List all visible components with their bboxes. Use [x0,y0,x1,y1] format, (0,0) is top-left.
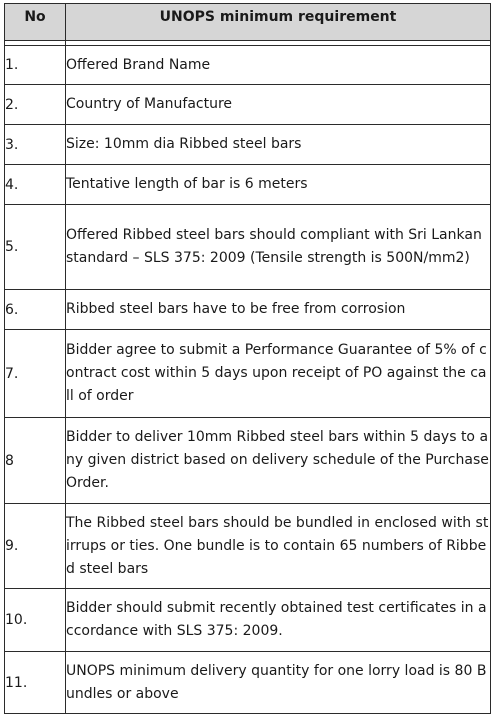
table-row [5,46,491,85]
row-number: 2. [5,85,66,125]
table-row [5,330,491,418]
row-number: 9. [5,504,66,589]
header-requirement-label: UNOPS minimum requirement [159,9,397,25]
row-number: 8 [5,418,66,504]
table-row [5,504,491,589]
requirements-table [4,3,491,714]
table-row [5,418,491,504]
table-row [5,85,491,125]
row-requirement: Bidder agree to submit a Performance Guarantee of 5% of contract cost within 5 days upon receipt of PO against the call of order [66,330,491,418]
row-number: 5. [5,205,66,290]
table-row [5,652,491,714]
row-number: 7. [5,330,66,418]
header-no-label: No [24,9,46,25]
row-requirement: Country of Manufacture [66,85,491,125]
row-number: 1. [5,46,66,85]
table-row [5,290,491,330]
row-number: 10. [5,589,66,652]
header-row [5,4,491,41]
table-row [5,589,491,652]
row-requirement: Offered Ribbed steel bars should compliant with Sri Lankan standard – SLS 375: 2009 (Tensile strength is 500N/mm2) [66,205,491,290]
row-number: 4. [5,165,66,205]
row-number: 3. [5,125,66,165]
row-number: 11. [5,652,66,714]
row-requirement: Ribbed steel bars have to be free from corrosion [66,290,491,330]
row-number: 6. [5,290,66,330]
row-requirement: Bidder should submit recently obtained test certificates in accordance with SLS 375: 2009. [66,589,491,652]
table-row [5,125,491,165]
table-row [5,165,491,205]
table-row [5,205,491,290]
row-requirement: The Ribbed steel bars should be bundled in enclosed with stirrups or ties. One bundle is to contain 65 numbers of Ribbed steel bars [66,504,491,589]
row-requirement: Tentative length of bar is 6 meters [66,165,491,205]
header-no [5,4,66,41]
row-requirement: UNOPS minimum delivery quantity for one lorry load is 80 Bundles or above [66,652,491,714]
header-requirement [66,4,491,41]
row-requirement: Size: 10mm dia Ribbed steel bars [66,125,491,165]
row-requirement: Bidder to deliver 10mm Ribbed steel bars within 5 days to any given district based on delivery schedule of the Purchase Order. [66,418,491,504]
row-requirement: Offered Brand Name [66,46,491,85]
